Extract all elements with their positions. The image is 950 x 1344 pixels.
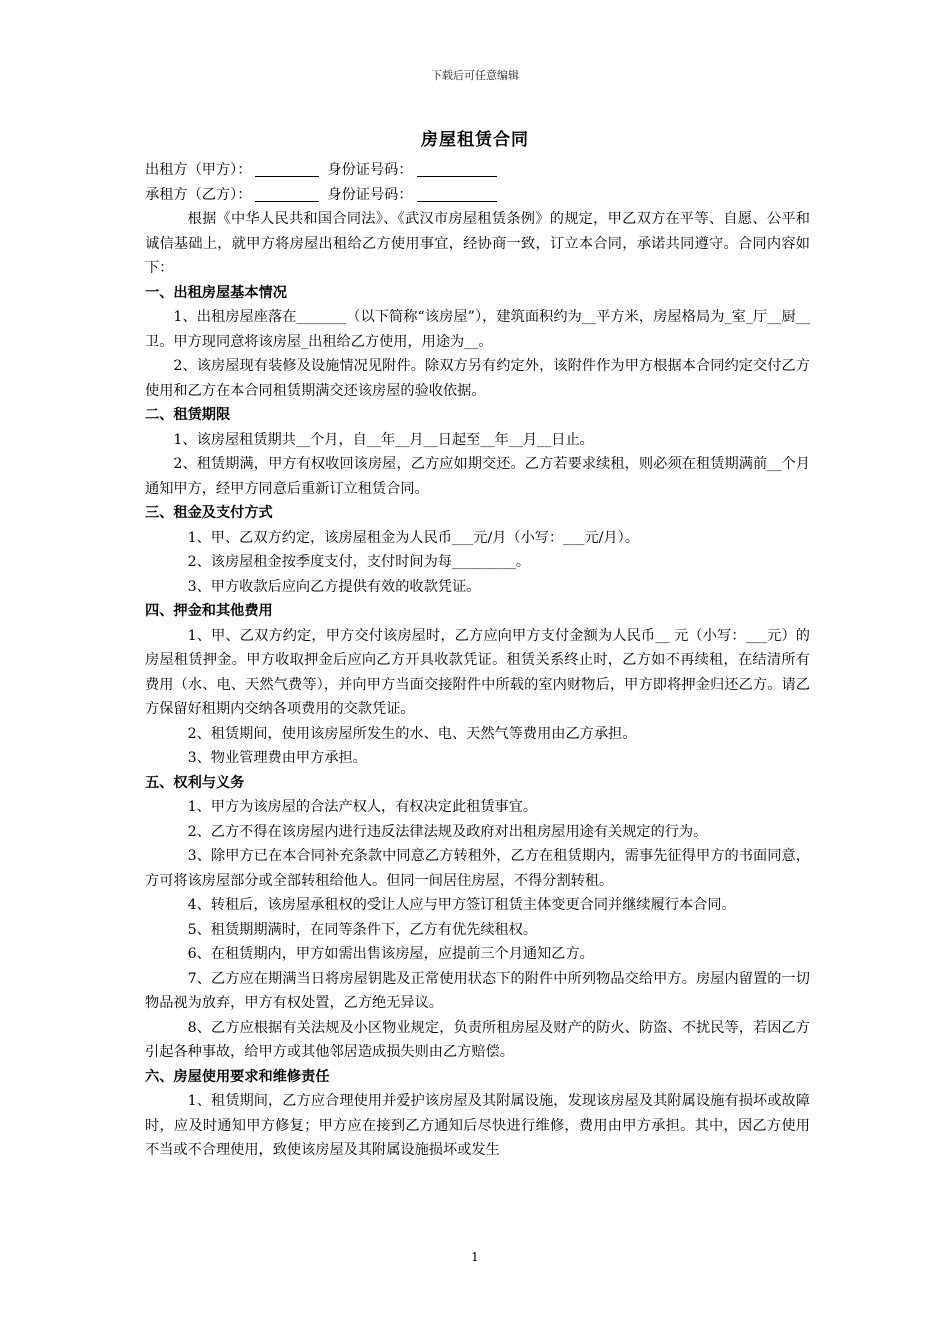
clause: 3、甲方收款后应向乙方提供有效的收款凭证。 [187, 578, 481, 595]
party-a-line [145, 158, 810, 183]
clause: 6、在租赁期内，甲方如需出售该房屋，应提前三个月通知乙方。 [187, 946, 594, 962]
clause: 8、乙方应根据有关法规及小区物业规定，负责所租房屋及财产的防火、防盗、不扰民等，若因乙方引起各种事故，给甲方或其他邻居造成损失则由乙方赔偿。 [145, 1019, 810, 1060]
section-heading: 四、押金和其他费用 [145, 603, 273, 619]
section-heading: 二、租赁期限 [145, 407, 231, 423]
clause: 3、除甲方已在本合同补充条款中同意乙方转租外，乙方在租赁期内，需事先征得甲方的书面同意，方可将该房屋部分或全部转租给他人。但同一间居住房屋，不得分割转租。 [145, 848, 810, 889]
section-heading: 五、权利与义务 [145, 774, 245, 791]
clause: 1、租赁期间，乙方应合理使用并爱护该房屋及其附属设施，发现该房屋及其附属设施有损坏或故障时，应及时通知甲方修复；甲方应在接到乙方通知后尽快进行维修，费用由甲方承担。其中，因乙方使用不当或不合理使用，致使该房屋及其附属设施损坏或发生 [145, 1093, 810, 1158]
party-a-id-label: 身份证号码： [327, 162, 413, 178]
clause: 2、租赁期满，甲方有权收回该房屋，乙方应如期交还。乙方若要求续租，则必须在租赁期满前__个月通知甲方，经甲方同意后重新订立租赁合同。 [145, 456, 810, 497]
party-b-id-blank [417, 187, 497, 202]
page-header: 下载后可任意编辑 [431, 69, 519, 82]
party-b-label: 承租方（乙方）： [145, 186, 252, 203]
party-b-id-label: 身份证号码： [327, 186, 413, 203]
clause: 1、该房屋租赁期共__个月，自__年__月__日起至__年__月__日止。 [173, 431, 594, 448]
clause: 1、出租房屋座落在_______（以下简称“该房屋”），建筑面积约为__平方米，房屋格局为_室_厅__厨__卫。甲方现同意将该房屋_出租给乙方使用，用途为__。 [145, 309, 810, 350]
party-a-name-blank [255, 162, 319, 177]
clause: 5、租赁期期满时，在同等条件下，乙方有优先续租权。 [187, 921, 538, 938]
clause: 1、甲方为该房屋的合法产权人，有权决定此租赁事宜。 [187, 799, 538, 815]
clause: 3、物业管理费由甲方承担。 [187, 750, 367, 766]
clause: 2、该房屋现有装修及设施情况见附件。除双方另有约定外，该附件作为甲方根据本合同约定交付乙方使用和乙方在本合同租赁期满交还该房屋的验收依据。 [145, 358, 810, 399]
party-a-id-blank [417, 162, 497, 177]
page-number: 1 [471, 1250, 479, 1264]
section-heading: 一、出租房屋基本情况 [145, 284, 287, 301]
clause: 7、乙方应在期满当日将房屋钥匙及正常使用状态下的附件中所列物品交给甲方。房屋内留置的一切物品视为放弃，甲方有权处置，乙方绝无异议。 [145, 970, 810, 1011]
party-b-name-blank [255, 187, 319, 202]
clause: 2、乙方不得在该房屋内进行违反法律法规及政府对出租房屋用途有关规定的行为。 [187, 823, 708, 840]
contract-body [145, 158, 810, 1163]
clause: 4、转租后，该房屋承租权的受让人应与甲方签订租赁主体变更合同并继续履行本合同。 [187, 897, 736, 913]
intro-paragraph: 根据《中华人民共和国合同法》、《武汉市房屋租赁条例》的规定，甲乙双方在平等、自愿、公平和诚信基础上，就甲方将房屋出租给乙方使用事宜，经协商一致，订立本合同，承诺共同遵守。合同内容如下： [145, 211, 810, 276]
document-title: 房屋租赁合同 [421, 130, 529, 150]
party-b-line [145, 183, 810, 208]
clause: 2、该房屋租金按季度支付，支付时间为每_________。 [187, 554, 531, 570]
clause: 2、租赁期间，使用该房屋所发生的水、电、天然气等费用由乙方承担。 [187, 725, 637, 742]
party-a-label: 出租方（甲方）： [145, 162, 252, 178]
clause: 1、甲、乙双方约定，该房屋租金为人民币___元/月（小写：___元/月）。 [187, 529, 639, 546]
clause: 1、甲、乙双方约定，甲方交付该房屋时，乙方应向甲方支付金额为人民币__ 元（小写：___元）的房屋租赁押金。甲方收取押金后应向乙方开具收款凭证。租赁关系终止时，乙方如不再续租，在结清所有费用（水、电、天然气费等），并向甲方当面交接附件中所载的室内财物后，甲方即将押金归还乙方。请乙方保留好租期内交纳各项费用的交款凭证。 [145, 627, 810, 717]
section-heading: 三、租金及支付方式 [145, 505, 273, 521]
section-heading: 六、房屋使用要求和维修责任 [145, 1068, 330, 1085]
